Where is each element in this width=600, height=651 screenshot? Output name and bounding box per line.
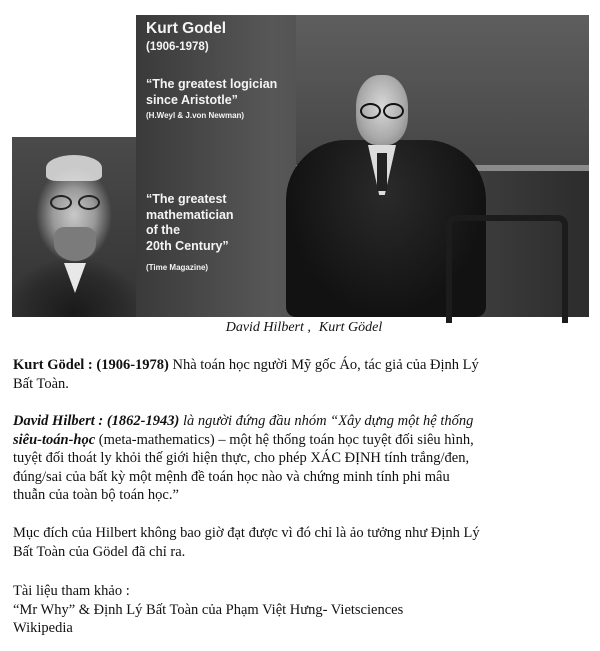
chair [446, 215, 568, 323]
conclusion-line1: Mục đích của Hilbert không bao giờ đạt được vì đó chỉ là ảo tưởng như Định Lý [13, 525, 480, 541]
photo-caption [0, 320, 600, 336]
godel-bio-text: Nhà toán học người Mỹ gốc Áo, tác giả của Định Lý [168, 357, 479, 373]
hilbert-hair [46, 155, 102, 181]
reference-item-wikipedia: Wikipedia [13, 620, 73, 636]
references-heading: Tài liệu tham khảo : [13, 583, 130, 599]
quote-mathematician [146, 192, 296, 254]
quote-logician-source: (H.Weyl & J.von Newman) [146, 111, 245, 120]
reference-item-mrwhy: “Mr Why” & Định Lý Bất Toàn của Phạm Việt Hưng- Vietsciences [13, 601, 404, 618]
quote-mathematician-line1: “The greatest [146, 192, 227, 206]
godel-tie [377, 153, 387, 191]
paragraph-godel-bio [13, 356, 573, 393]
hilbert-collar [64, 263, 86, 293]
photo-caption-hilbert: David Hilbert , [225, 320, 311, 335]
quote-logician-line2: since Aristotle” [146, 93, 238, 107]
hilbert-glasses [50, 195, 100, 207]
photo-caption-godel: Kurt Gödel [318, 320, 383, 335]
hilbert-beard [54, 227, 96, 261]
quote-mathematician-line4: 20th Century” [146, 238, 229, 253]
quote-mathematician-line3: of the [146, 223, 181, 237]
godel-name-heading: Kurt Gödel : (1906-1978) [13, 357, 169, 373]
quote-logician [146, 76, 306, 108]
hilbert-bio-line4: đúng/sai của bất kỳ một mệnh đề toán học nào và chứng minh tính phi mâu [13, 468, 450, 485]
hilbert-bio-line1: là người đứng đầu nhóm “Xây dựng một hệ thống [179, 413, 474, 429]
hilbert-portrait [12, 137, 136, 317]
quote-mathematician-line2: mathematician [146, 207, 234, 222]
hilbert-bio-line5: thuẫn của toàn bộ toán học.” [13, 487, 179, 503]
paragraph-references [13, 582, 573, 638]
godel-bio-line2: Bất Toàn. [13, 375, 69, 392]
quote-logician-line1: “The greatest logician [146, 77, 278, 91]
hilbert-name-heading: David Hilbert : (1862-1943) [13, 413, 180, 429]
godel-years-caption: (1906-1978) [146, 41, 209, 53]
godel-glasses [358, 103, 406, 117]
hilbert-bio-line3: tuyệt đối thoát ly khỏi thế giới hiện thực, cho phép XÁC ĐỊNH tính trắng/đen, [13, 450, 470, 466]
hilbert-bio-line2: (meta-mathematics) – một hệ thống toán học tuyệt đối siêu hình, [95, 431, 474, 448]
meta-math-term: siêu-toán-học [13, 431, 96, 448]
paragraph-conclusion [13, 524, 573, 561]
godel-name-caption: Kurt Godel [146, 20, 227, 37]
conclusion-line2: Bất Toàn của Gödel đã chỉ ra. [13, 543, 186, 560]
paragraph-hilbert-bio [13, 412, 573, 505]
quote-mathematician-source: (Time Magazine) [146, 263, 209, 272]
